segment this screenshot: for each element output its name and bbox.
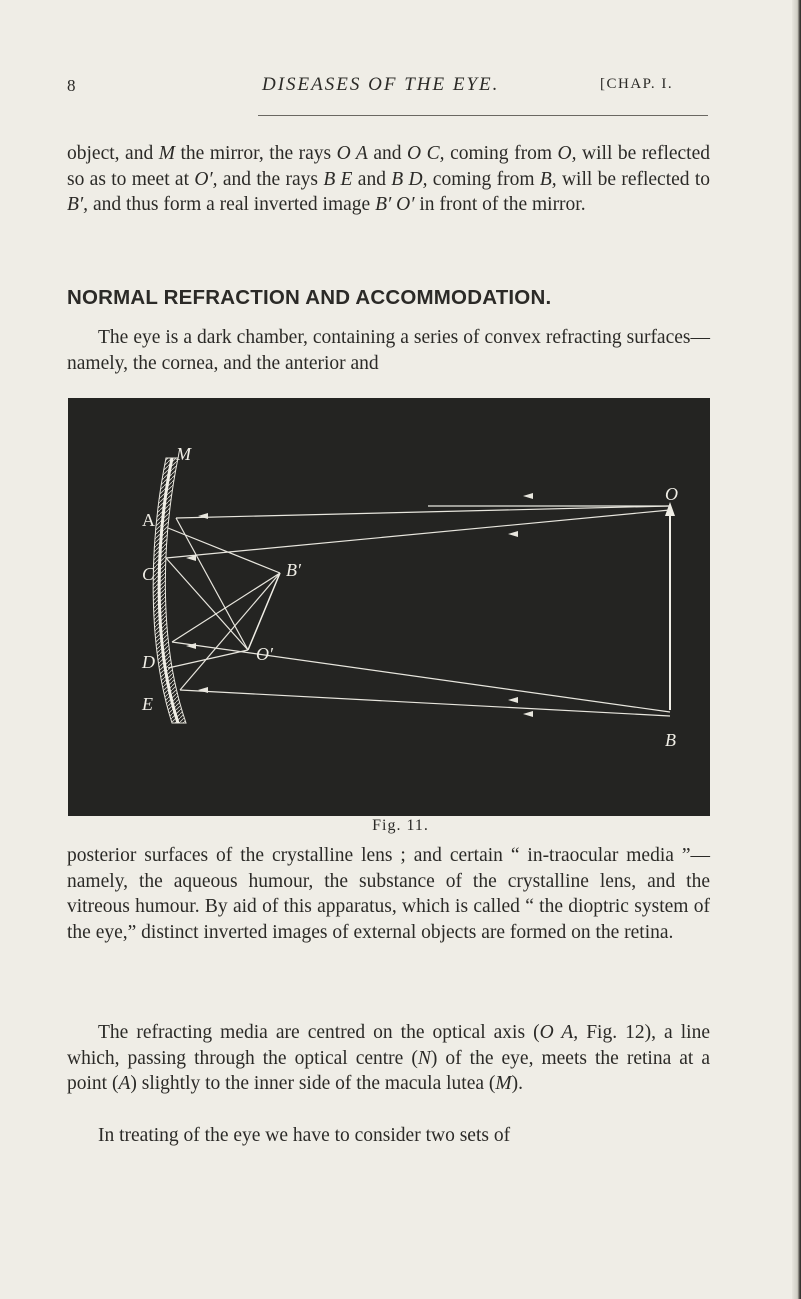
running-header	[0, 74, 801, 104]
ray-diagram	[68, 398, 710, 816]
paragraph-dioptric-system: posterior surfaces of the crystalline lens ; and certain “ in-traocular media ”—namely, the aqueous humour, the substance of the crystalline lens, and the vitreous humour. By aid of this apparatus, which is called “ the dioptric system of the eye,” distinct inverted images of external objects are formed on the retina.	[67, 845, 710, 943]
reflected-rays	[166, 518, 280, 690]
label-M: M	[176, 444, 191, 464]
label-E: E	[142, 694, 153, 714]
label-O: O	[665, 484, 678, 504]
paragraph-treating-eye: In treating of the eye we have to consider two sets of	[98, 1125, 511, 1146]
object-arrow-head	[665, 502, 675, 516]
page-number: 8	[67, 76, 76, 95]
paragraph-mirror-reflection: object, and M the mirror, the rays O A and O C, coming from O, will be reflected so as to meet at O′, and the rays B E and B D, coming from B, will be reflected to B′, and thus form a real inverted image B′ O′ in front of the mirror.	[67, 143, 711, 215]
figure-caption: Fig. 11.	[372, 817, 429, 834]
label-B: B	[665, 730, 676, 750]
running-title: DISEASES OF THE EYE.	[262, 74, 500, 95]
image-line	[248, 573, 280, 650]
label-A: A	[142, 510, 155, 530]
chapter-label: [CHAP. I.	[600, 76, 674, 92]
paragraph-dark-chamber: The eye is a dark chamber, containing a series of convex refracting surfaces—namely, the cornea, and the anterior and	[67, 327, 710, 374]
label-B-prime: B′	[286, 560, 301, 580]
label-D: D	[142, 652, 155, 672]
paragraph-optical-axis: The refracting media are centred on the optical axis (O A, Fig. 12), a line which, passing through the optical centre (N) of the eye, meets the retina at a point (A) slightly to the inner side of the macula lutea (M).	[67, 1022, 710, 1094]
section-heading: NORMAL REFRACTION AND ACCOMMODATION.	[67, 286, 552, 309]
page-edge-shadow	[792, 0, 801, 1299]
ray-direction-arrows	[186, 493, 533, 717]
label-C: C	[142, 564, 155, 584]
label-O-prime: O′	[256, 644, 273, 664]
header-rule	[258, 115, 708, 116]
figure-11-diagram	[68, 398, 710, 816]
incident-rays	[166, 506, 670, 716]
